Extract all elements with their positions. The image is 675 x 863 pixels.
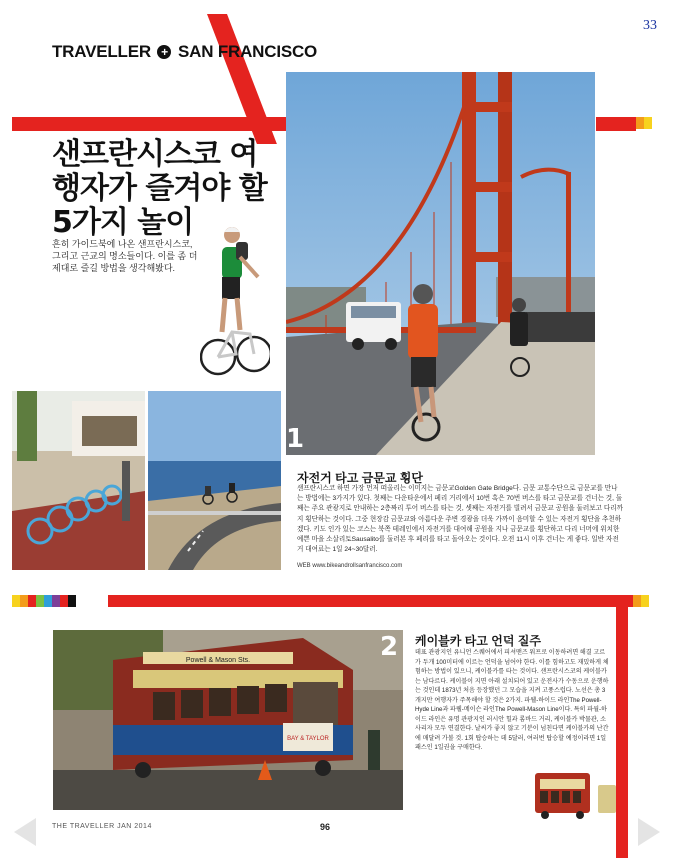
top-color-strip [636,117,652,129]
section1-body: 샌프란시스코 하면 가장 먼저 떠올리는 이미지는 금문교Golden Gate Bridge다. 금문 교통수단으로 금문교를 만나는 방법에는 3가지가 있다. 첫째는 다운타운에서 페리 거리에서 10번 혹은 70번 버스를 타고 금문교를 건너는 것, 둘째는 주요 관광지로 안내하는 2층짜리 투어 버스를 타는 것, 셋째는 자전거를 빌려서 금문교 공원을 둘러보고 다리까지 횡단하는 것이다. 그중 현장감 금문교와 아름다운 주변 경광을 더욱 가까이 음미할 수 있는 자전거 횡단을 추천하겠다. 키도 인가 있는 코스는 북쪽 테레인에서 자전거를 대여해 공원을 지나 금문교를 횡단하고 다리 너머에 위치한 예쁜 마을 소살리토Sausalito를 둘러본 후 페리를 타고 돌아오는 것이다. 오전 11시 이후 건너는 게 좋다. 일반 자전거 대여료는 1일 24~30달러. [297,485,623,554]
cable-car-photo [53,630,403,810]
top-red-bar-right [596,117,636,131]
middle-color-strip-right [633,595,649,607]
page-number: 33 [643,18,657,33]
prev-page-arrow-icon[interactable] [14,818,36,846]
rubric-right: SAN FRANCISCO [178,42,318,61]
small-cable-car-image [530,765,620,825]
photo-number-1: 1 [286,424,305,454]
section1-title: 자전거 타고 금문교 횡단 [297,471,423,485]
bike-rental-photo [12,391,145,570]
section2-body: 데표 관광지인 유니언 스퀘어에서 피셔맨즈 워프로 이동하려면 해결 고르가 두개 100미터에 이르는 언덕을 넘어야 한다. 이를 힘하고도 재밌하게 체험하는 방법이 있으니, 케이블카를 타는 것이다. 샌프란시스코의 케이블카는 남다르다. 케이블이 지면 아래 설치되어 있고 운전사가 수동으로 운행하는 것인데 1873년 처음 등장했던 그 모습을 지켜 고풍스럽다. 노선은 총 3개지만 여행자가 주목해야 할 것은 2가지. 파웰-하이드 라인The Powell-Hyde Line과 파웰-메이슨 라인The Powell-Mason Line이다. 특히 파월-하이드 라인은 유명 관광지인 러시안 힐과 롬바드 거리, 케이블카 박물관, 소사리자 모두 연결한다. 날씨가 좋지 않고 기분이 넘친다면 케이블카의 난간에 매달려 가볼 것. 1회 탑승하는 데 5달러, 여러번 탑승할 예정이라면 1일패스인 1일권을 구매한다. [415,649,609,751]
cable-car-top-sign: Powell & Mason Sts. [185,657,251,664]
top-red-bar-left [12,117,287,131]
section2-title: 케이블카 타고 언덕 질주 [415,634,541,648]
photo-number-2: 2 [380,632,399,662]
next-page-arrow-icon[interactable] [638,818,660,846]
cyclist-photo [200,222,270,382]
footer-folio: 96 [320,822,331,832]
headline: 샌프란시스코 여행자가 즐겨야 할 5가지 놀이 [52,137,267,240]
section1-web: WEB www.bikeandrollsanfrancisco.com [297,563,403,569]
golden-gate-bridge-photo [286,72,595,455]
cable-car-route-sign: BAY & TAYLOR [287,736,329,742]
middle-color-strip [12,595,76,607]
footer-magazine: THE TRAVELLER JAN 2014 [52,823,152,830]
intro-text: 흔히 가이드북에 나온 샌프란시스코, 그리고 근교의 명소들이다. 이를 좀 더 제대로 즐길 방법을 생각해봤다. [52,239,198,273]
middle-red-bar [108,595,633,607]
rubric-left: TRAVELLER [52,42,151,61]
coastal-path-photo [148,391,281,570]
plus-icon: + [157,45,171,59]
section-rubric [52,42,317,62]
